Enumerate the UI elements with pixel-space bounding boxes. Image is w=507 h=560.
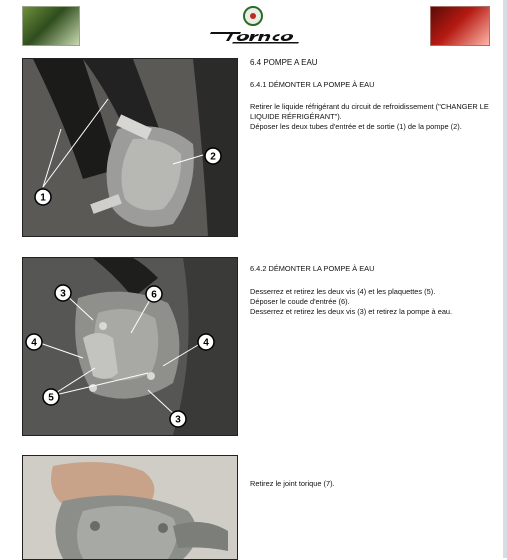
svg-text:2: 2 (210, 151, 216, 163)
photo-water-pump-cover (22, 257, 238, 436)
svg-text:4: 4 (203, 337, 209, 349)
step-2-line-1: Desserrez et retirez les deux vis (4) et les plaquettes (5). (250, 287, 436, 296)
svg-text:1: 1 (40, 192, 46, 204)
step-1-line-3: Déposer les deux tubes d'entrée et de sortie (1) de la pompe (2). (250, 122, 462, 131)
photo-water-pump-hoses (22, 58, 238, 237)
callout-6 (146, 286, 162, 302)
step-3-body (250, 479, 495, 489)
step-2-line-2: Déposer le coude d'entrée (6). (250, 297, 350, 306)
callout-4-left (26, 334, 42, 350)
photo-water-pump-removed (22, 455, 238, 560)
brand-wordmark (207, 28, 303, 44)
step-1-line-2: LIQUIDE RÉFRIGÉRANT"). (250, 112, 342, 121)
callout-5 (43, 389, 59, 405)
brand-seal-icon (243, 6, 263, 26)
header-right-thumbnail (430, 6, 490, 46)
section-title: 6.4 POMPE A EAU (250, 58, 318, 67)
callout-2 (205, 148, 221, 164)
svg-text:3: 3 (60, 288, 66, 300)
callout-3-top (55, 285, 71, 301)
step-1-heading: 6.4.1 DÉMONTER LA POMPE À EAU (250, 80, 375, 89)
header-left-thumbnail (22, 6, 80, 46)
callout-4-right (198, 334, 214, 350)
svg-text:4: 4 (31, 337, 37, 349)
step-2-body (250, 287, 495, 317)
step-3-line-1: Retirez le joint torique (7). (250, 479, 335, 488)
step-2-line-3: Desserrez et retirez les deux vis (3) et retirez la pompe à eau. (250, 307, 453, 316)
step-1-body (250, 102, 495, 132)
step-1-line-1: Retirer le liquide réfrigérant du circuit de refroidissement ("CHANGER LE (250, 102, 489, 111)
step-2-heading: 6.4.2 DÉMONTER LA POMPE À EAU (250, 264, 375, 273)
callout-3-bottom (170, 411, 186, 427)
brand-logo (205, 6, 305, 46)
svg-text:5: 5 (48, 392, 54, 404)
svg-text:3: 3 (175, 414, 181, 426)
page-edge-scrollbar (503, 0, 507, 558)
callout-1 (35, 189, 51, 205)
svg-text:6: 6 (151, 289, 157, 301)
